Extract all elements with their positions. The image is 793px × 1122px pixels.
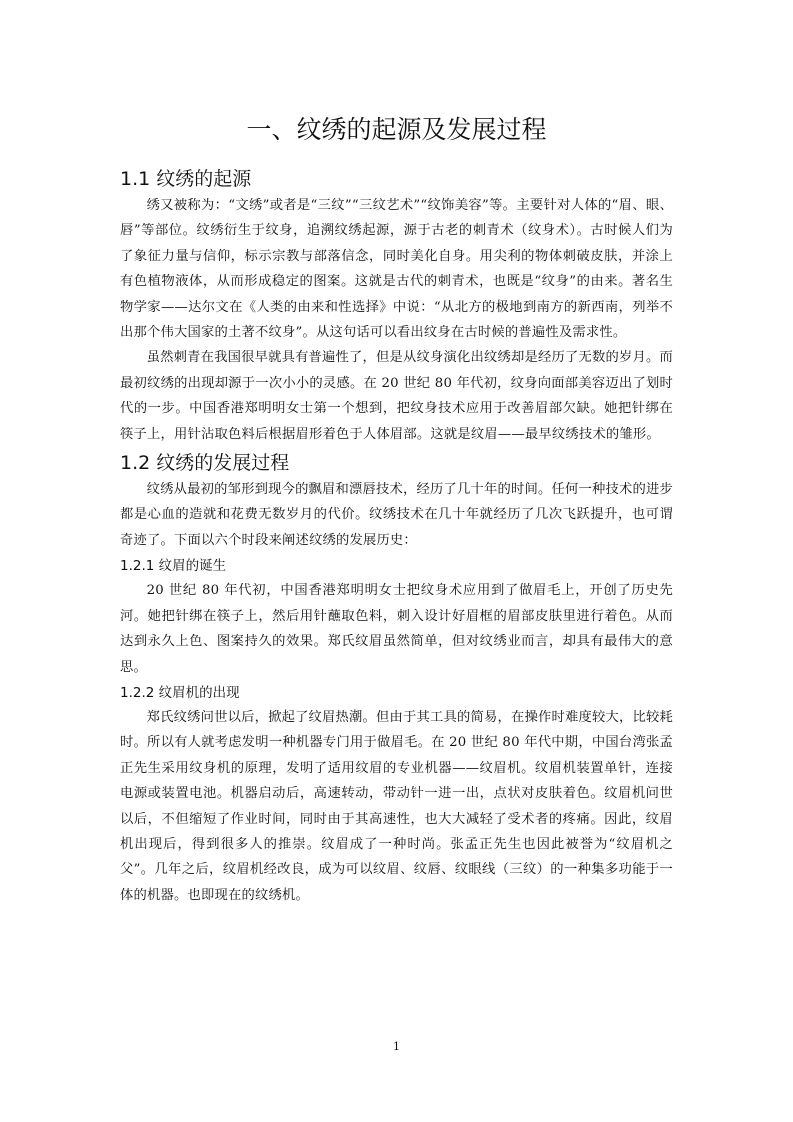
- page-title: 一、纹绣的起源及发展过程: [246, 115, 547, 144]
- paragraph: 纹绣从最初的邹形到现今的飘眉和漂唇技术，经历了几十年的时间。任何一种技术的进步都是心血的造就和花费无数岁月的代价。纹绣技术在几十年就经历了几次飞跃提升，也可谓奇迹了。下面以六个时段来阐述纹绣的发展历史：: [120, 482, 673, 548]
- section-heading-origin: 1.1 纹绣的起源: [120, 168, 252, 190]
- paragraph: 20 世纪 80 年代初，中国香港郑明明女士把纹身术应用到了做眉毛上，开创了历史先河。她把针绑在筷子上，然后用针蘸取色料，刺入设计好眉框的眉部皮肤里进行着色。从而达到永久上色、图案持久的效果。郑氏纹眉虽然简单，但对纹绣业而言，却具有最伟大的意思。: [120, 583, 673, 675]
- section-heading-development: 1.2 纹绣的发展过程: [120, 452, 290, 475]
- subsection-heading-eyebrow-machine: 1.2.2 纹眉机的出现: [120, 684, 240, 701]
- paragraph: 虽然刺青在我国很早就具有普遍性了，但是从纹身演化出纹绣却是经历了无数的岁月。而最初纹绣的出现却源于一次小小的灵感。在 20 世纪 80 年代初，纹身向面部美容迈出了划时代的一步。中国香港郑明明女士第一个想到，把纹身技术应用于改善眉部欠缺。她把针绑在筷子上，用针沾取色料后根据眉形着色于人体眉部。这就是纹眉——最早纹绣技术的雏形。: [120, 350, 673, 442]
- paragraph: 郑氏纹绣问世以后，掀起了纹眉热潮。但由于其工具的简易，在操作时难度较大，比较耗时。所以有人就考虑发明一种机器专门用于做眉毛。在 20 世纪 80 年代中期，中国台湾张孟正先生采用纹身机的原理，发明了适用纹眉的专业机器——纹眉机。纹眉机装置单针，连接电源或装置电池。机器启动后，高速转动，带动针一进一出，点状对皮肤着色。纹眉机问世以后，不但缩短了作业时间，同时由于其高速性，也大大减轻了受术者的疼痛。因此，纹眉机出现后，得到很多人的推崇。纹眉成了一种时尚。张孟正先生也因此被誉为“纹眉机之父”。几年之后，纹眉机经改良，成为可以纹眉、纹唇、纹眼线（三纹）的一种集多功能于一体的机器。也即现在的纹绣机。: [120, 709, 673, 903]
- page-number: 1: [393, 1040, 400, 1053]
- document-body: [120, 165, 673, 908]
- subsection-heading-eyebrow-tattoo: 1.2.1 纹眉的诞生: [120, 558, 227, 575]
- paragraph: 绣又被称为：“文绣”或者是“三纹”“三纹艺术”“纹饰美容”等。主要针对人体的“眉、眼、唇”等部位。纹绣衍生于纹身，追溯纹绣起源，源于古老的刺青术（纹身术）。古时候人们为了象征力量与信仰，标示宗教与部落信念，同时美化自身。用尖利的物体刺破皮肤，并涂上有色植物液体，从而形成稳定的图案。这就是古代的刺青术，也既是“纹身”的由来。著名生物学家——达尔文在《人类的由来和性选择》中说：“从北方的极地到南方的新西南，列举不出那个伟大国家的土著不纹身”。从这句话可以看出纹身在古时候的普遍性及需求性。: [120, 198, 673, 341]
